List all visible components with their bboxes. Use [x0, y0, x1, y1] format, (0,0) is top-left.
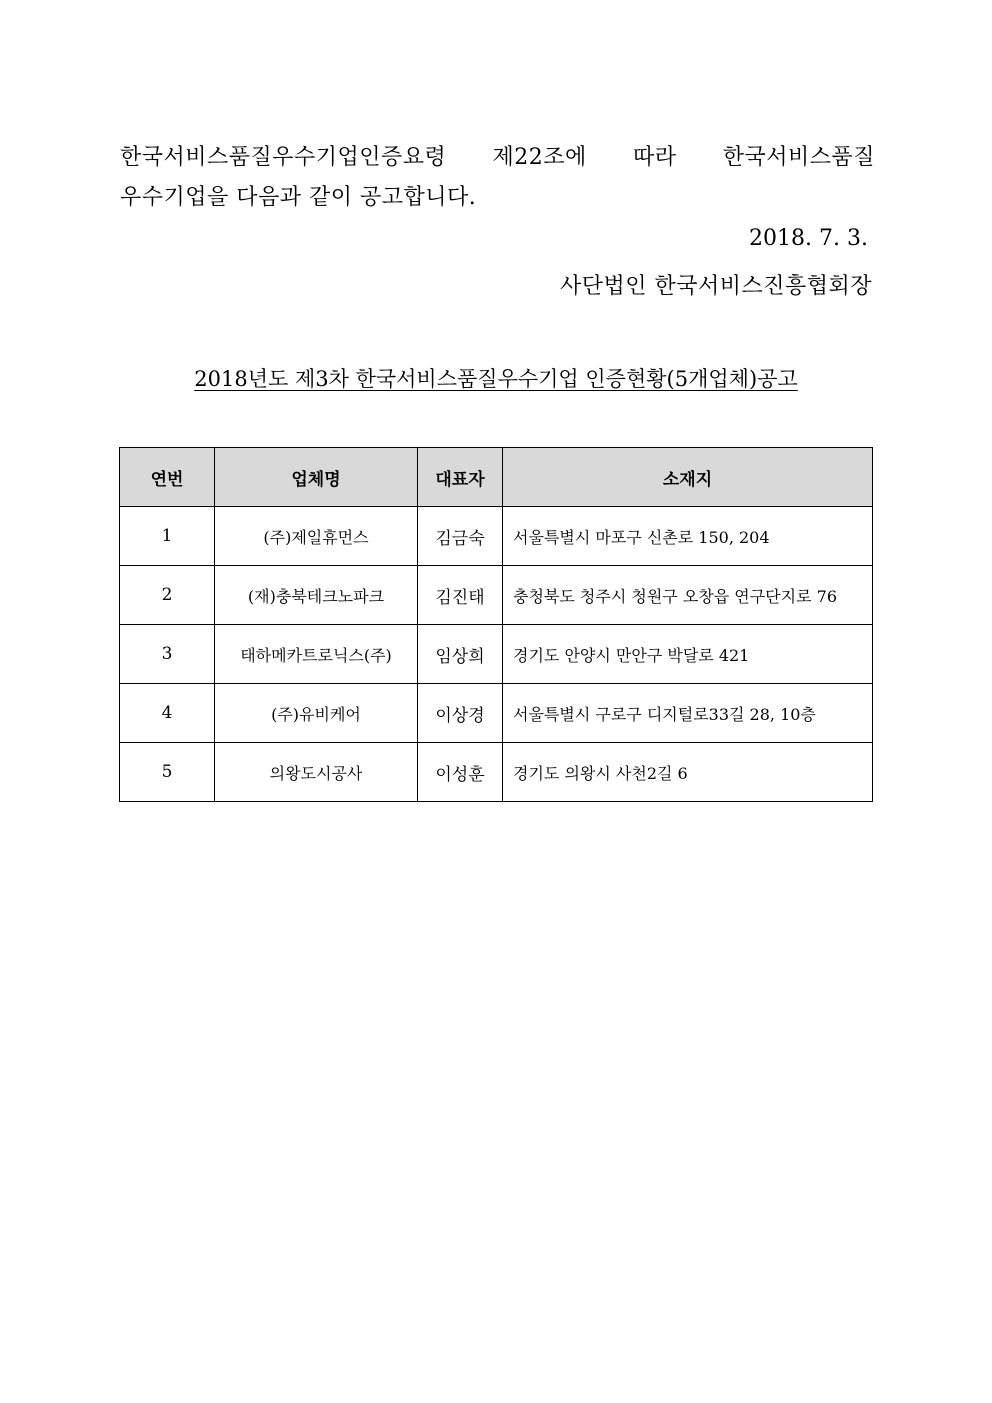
- header-company: 업체명: [215, 448, 418, 507]
- table-header-row: [120, 448, 873, 507]
- table-row: [120, 566, 873, 625]
- cell-ceo: 김진태: [418, 566, 503, 625]
- table-row: [120, 743, 873, 802]
- header-ceo: 대표자: [418, 448, 503, 507]
- cell-company: 의왕도시공사: [215, 743, 418, 802]
- cell-ceo: 이상경: [418, 684, 503, 743]
- document-title-text: 2018년도 제3차 한국서비스품질우수기업 인증현황(5개업체)공고: [194, 367, 798, 391]
- cell-company: 태하메카트로닉스(주): [215, 625, 418, 684]
- cell-address: 충청북도 청주시 청원구 오창읍 연구단지로 76: [503, 566, 873, 625]
- header-number: 연번: [120, 448, 215, 507]
- intro-line-1: 한국서비스품질우수기업인증요령 제22조에 따라 한국서비스품질: [120, 145, 875, 170]
- document-title: [120, 364, 872, 394]
- cell-ceo: 김금숙: [418, 507, 503, 566]
- header-address: 소재지: [503, 448, 873, 507]
- issuer-name: 사단법인 한국서비스진흥협회장: [559, 274, 872, 299]
- cell-address: 서울특별시 구로구 디지털로33길 28, 10층: [503, 684, 873, 743]
- cell-number: 4: [120, 684, 215, 743]
- intro-paragraph: [120, 138, 875, 218]
- table-row: [120, 684, 873, 743]
- table-row: [120, 507, 873, 566]
- cell-ceo: 임상희: [418, 625, 503, 684]
- cell-address: 서울특별시 마포구 신촌로 150, 204: [503, 507, 873, 566]
- announcement-date: 2018. 7. 3.: [749, 226, 868, 251]
- cell-number: 5: [120, 743, 215, 802]
- certified-companies-table: [119, 447, 873, 802]
- intro-line-2: 우수기업을 다음과 같이 공고합니다.: [120, 185, 477, 210]
- cell-address: 경기도 의왕시 사천2길 6: [503, 743, 873, 802]
- cell-address: 경기도 안양시 만안구 박달로 421: [503, 625, 873, 684]
- cell-number: 1: [120, 507, 215, 566]
- cell-ceo: 이성훈: [418, 743, 503, 802]
- cell-company: (주)제일휴먼스: [215, 507, 418, 566]
- cell-number: 3: [120, 625, 215, 684]
- table-row: [120, 625, 873, 684]
- cell-number: 2: [120, 566, 215, 625]
- cell-company: (주)유비케어: [215, 684, 418, 743]
- cell-company: (재)충북테크노파크: [215, 566, 418, 625]
